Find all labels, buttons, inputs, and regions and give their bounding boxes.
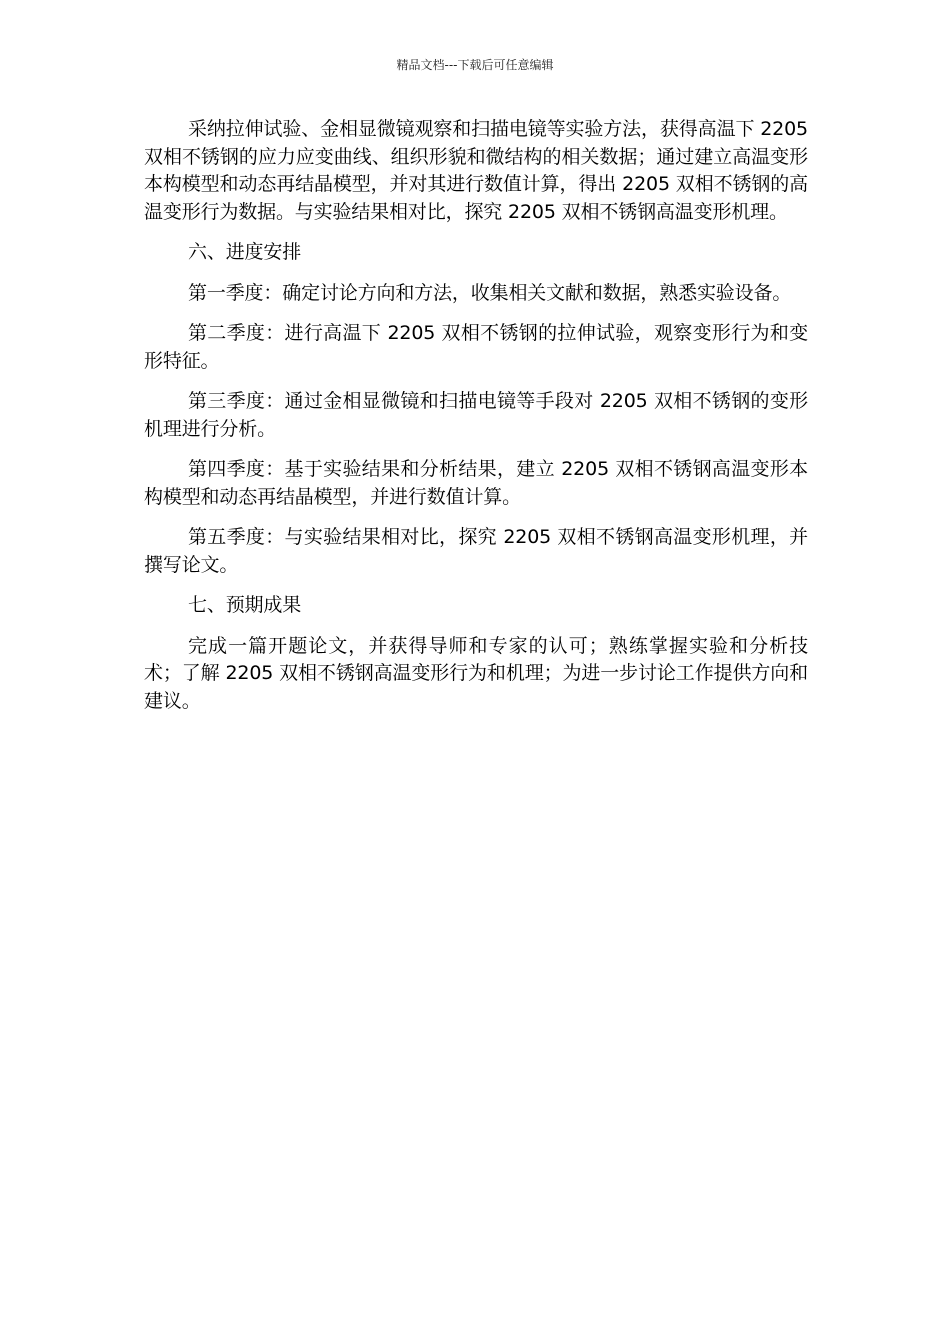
schedule-item-q4: 第四季度：基于实验结果和分析结果，建立 2205 双相不锈钢高温变形本构模型和动态再结晶模型，并进行数值计算。 <box>144 458 808 508</box>
schedule-item-q2: 第二季度：进行高温下 2205 双相不锈钢的拉伸试验，观察变形行为和变形特征。 <box>144 322 808 372</box>
section-heading-expected-results: 七、预期成果 <box>188 594 302 616</box>
schedule-item-q3: 第三季度：通过金相显微镜和扫描电镜等手段对 2205 双相不锈钢的变形机理进行分析。 <box>144 390 808 440</box>
expected-results-paragraph: 完成一篇开题论文，并获得导师和专家的认可；熟练掌握实验和分析技术；了解 2205 双相不锈钢高温变形行为和机理；为进一步讨论工作提供方向和建议。 <box>144 634 808 712</box>
methods-paragraph: 采纳拉伸试验、金相显微镜观察和扫描电镜等实验方法，获得高温下 2205 双相不锈钢的应力应变曲线、组织形貌和微结构的相关数据；通过建立高温变形本构模型和动态再结晶模型，并对其进行数值计算，得出 2205 双相不锈钢的高温变形行为数据。与实验结果相对比，探究 2205 双相不锈钢高温变形机理。 <box>144 118 808 223</box>
document-body <box>144 116 808 728</box>
schedule-item-q5: 第五季度：与实验结果相对比，探究 2205 双相不锈钢高温变形机理，并撰写论文。 <box>144 526 808 576</box>
section-heading-schedule: 六、进度安排 <box>188 241 302 263</box>
schedule-item-q1: 第一季度：确定讨论方向和方法，收集相关文献和数据，熟悉实验设备。 <box>188 281 792 304</box>
page-header: 精品文档---下载后可任意编辑 <box>396 58 554 72</box>
